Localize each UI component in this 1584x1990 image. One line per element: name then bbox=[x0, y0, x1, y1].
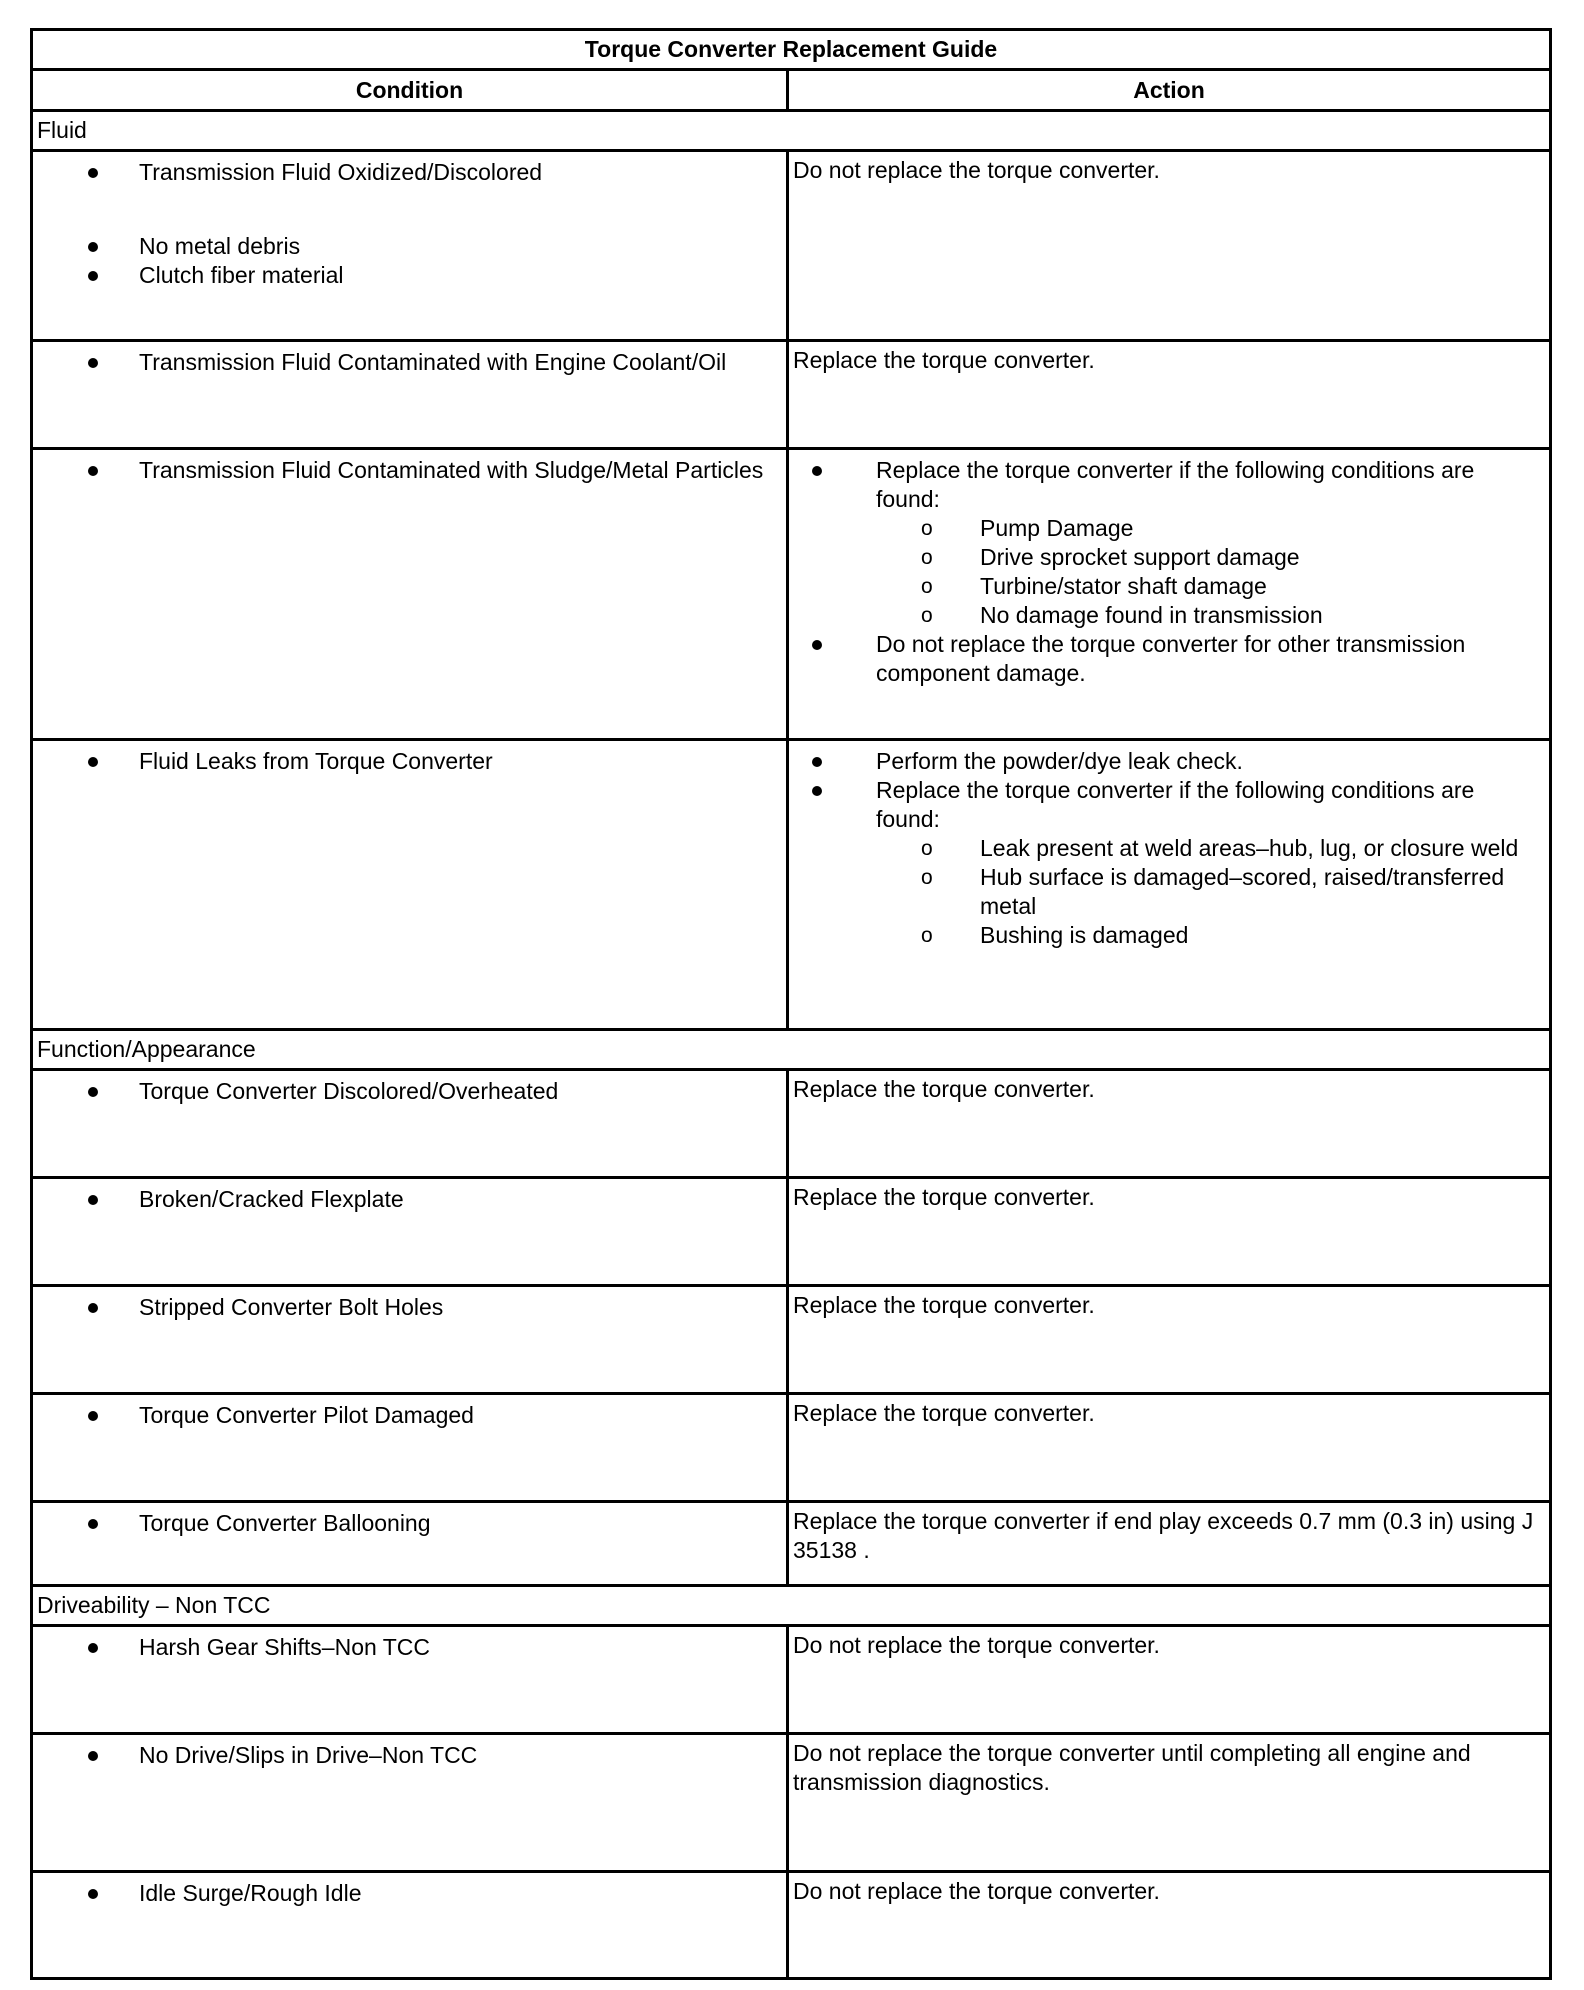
condition-item: Torque Converter Ballooning bbox=[33, 1509, 786, 1538]
table-row bbox=[32, 1286, 1551, 1394]
action-subitem: o Drive sprocket support damage bbox=[602, 543, 1543, 572]
torque-converter-guide-table bbox=[30, 28, 1552, 1980]
action-text: Replace the torque converter. bbox=[788, 1394, 1551, 1502]
condition-item: No Drive/Slips in Drive–Non TCC bbox=[33, 1741, 786, 1770]
table-row bbox=[32, 449, 1551, 740]
action-text: Replace the torque converter. bbox=[788, 1178, 1551, 1286]
condition-item: Idle Surge/Rough Idle bbox=[33, 1879, 786, 1908]
action-text: Replace the torque converter. bbox=[788, 1286, 1551, 1394]
table-row bbox=[32, 1070, 1551, 1178]
condition-item: Transmission Fluid Contaminated with Sludge/Metal Particles bbox=[33, 456, 786, 485]
table-row bbox=[32, 1734, 1551, 1872]
condition-item: Transmission Fluid Contaminated with Engine Coolant/Oil bbox=[33, 348, 786, 377]
column-header-condition: Condition bbox=[32, 70, 788, 111]
action-subitem: o Hub surface is damaged–scored, raised/transferred metal bbox=[602, 863, 1543, 921]
action-item: Replace the torque converter if the following conditions are found: bbox=[602, 456, 1543, 514]
action-subitem: o Bushing is damaged bbox=[602, 921, 1543, 950]
action-text: Replace the torque converter. bbox=[788, 341, 1551, 449]
condition-item: No metal debris bbox=[33, 232, 786, 261]
condition-item: Broken/Cracked Flexplate bbox=[33, 1185, 786, 1214]
action-text: Do not replace the torque converter until completing all engine and transmission diagnostics. bbox=[788, 1734, 1551, 1872]
condition-item: Harsh Gear Shifts–Non TCC bbox=[33, 1633, 786, 1662]
condition-item: Fluid Leaks from Torque Converter bbox=[33, 747, 786, 776]
table-row bbox=[32, 1394, 1551, 1502]
action-subitem: o Leak present at weld areas–hub, lug, or closure weld bbox=[602, 834, 1543, 863]
action-item: Perform the powder/dye leak check. bbox=[602, 747, 1543, 776]
section-function-appearance: Function/Appearance bbox=[32, 1030, 1551, 1070]
section-fluid: Fluid bbox=[32, 111, 1551, 151]
table-row bbox=[32, 1502, 1551, 1586]
table-title: Torque Converter Replacement Guide bbox=[32, 30, 1551, 70]
condition-item: Transmission Fluid Oxidized/Discolored bbox=[33, 158, 786, 187]
action-text: Do not replace the torque converter. bbox=[788, 1872, 1551, 1979]
condition-item: Torque Converter Discolored/Overheated bbox=[33, 1077, 786, 1106]
action-text: Do not replace the torque converter. bbox=[788, 1626, 1551, 1734]
table-row bbox=[32, 151, 1551, 341]
condition-item: Torque Converter Pilot Damaged bbox=[33, 1401, 786, 1430]
action-text: Do not replace the torque converter. bbox=[788, 151, 1551, 341]
action-text: Replace the torque converter if end play exceeds 0.7 mm (0.3 in) using J 35138 . bbox=[788, 1502, 1551, 1586]
action-item: Do not replace the torque converter for other transmission component damage. bbox=[602, 630, 1543, 688]
section-driveability: Driveability – Non TCC bbox=[32, 1586, 1551, 1626]
table-row bbox=[32, 341, 1551, 449]
action-text: Replace the torque converter. bbox=[788, 1070, 1551, 1178]
action-subitem: o Pump Damage bbox=[602, 514, 1543, 543]
table-row bbox=[32, 1626, 1551, 1734]
column-header-action: Action bbox=[788, 70, 1551, 111]
table-row bbox=[32, 1872, 1551, 1979]
action-item: Replace the torque converter if the following conditions are found: bbox=[602, 776, 1543, 834]
action-subitem: o No damage found in transmission bbox=[602, 601, 1543, 630]
table-row bbox=[32, 740, 1551, 1030]
table-row bbox=[32, 1178, 1551, 1286]
condition-item: Stripped Converter Bolt Holes bbox=[33, 1293, 786, 1322]
action-subitem: o Turbine/stator shaft damage bbox=[602, 572, 1543, 601]
condition-item: Clutch fiber material bbox=[33, 261, 786, 290]
